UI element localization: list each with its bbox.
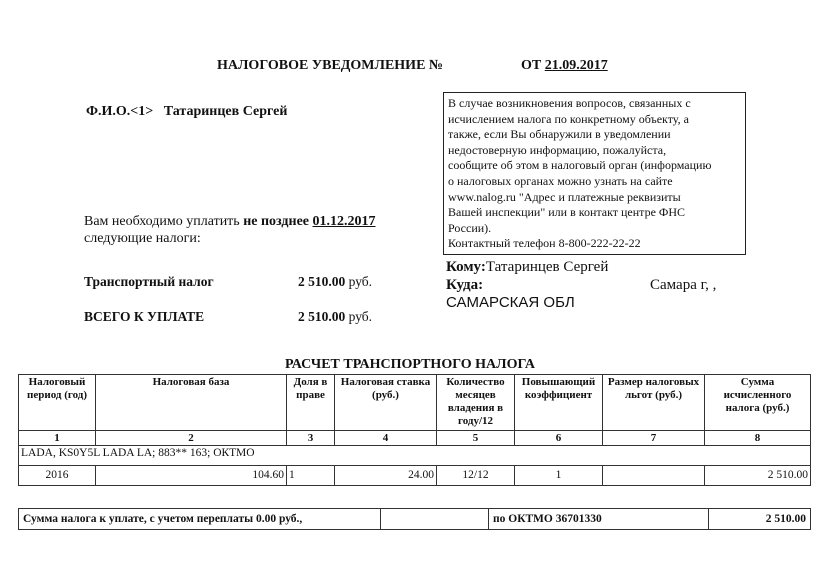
col-header-base: Налоговая база (96, 375, 287, 431)
tax-currency: руб. (348, 274, 373, 289)
recipient-to (446, 259, 608, 276)
col-header-amount: Сумма исчисленного налога (руб.) (705, 375, 811, 431)
col-header-months: Количество месяцев владения в году/12 (437, 375, 515, 431)
notice-phone: Контактный телефон 8-800-222-22-22 (448, 236, 641, 251)
col-number: 2 (96, 431, 287, 446)
fio-line (86, 104, 287, 120)
cell-share: 1 (287, 466, 335, 486)
notice-line: сообщите об этом в налоговый орган (информацию (448, 158, 712, 173)
total-amount-value: 2 510.00 (298, 309, 346, 324)
total-row (19, 509, 811, 530)
cell-benefit (603, 466, 705, 486)
recipient-city: Самара г, , (650, 277, 717, 293)
col-header-coef: Повышающий коэффициент (515, 375, 603, 431)
to-label: Кому: (446, 259, 486, 275)
notice-line: www.nalog.ru "Адрес и платежные реквизиты (448, 189, 681, 204)
date-prefix: ОТ (521, 58, 542, 73)
fio-name: Татаринцев Сергей (163, 104, 288, 119)
total-row-label: Сумма налога к уплате, с учетом переплаты 0.00 руб., (19, 509, 381, 530)
info-notice-box (443, 92, 746, 255)
col-header-period: Налоговый период (год) (19, 375, 96, 431)
total-currency: руб. (348, 309, 373, 324)
calc-table (18, 374, 811, 486)
tax-label: Транспортный налог (84, 274, 214, 289)
notice-line: России). (448, 220, 492, 235)
col-number: 6 (515, 431, 603, 446)
tax-amount-value: 2 510.00 (298, 274, 346, 289)
cell-base: 104.60 (96, 466, 287, 486)
notice-line: о налоговых органах можно узнать на сайте (448, 173, 673, 188)
fio-label: Ф.И.О.<1> (86, 104, 154, 119)
col-header-benefit: Размер налоговых льгот (руб.) (603, 375, 705, 431)
table-header-row (19, 375, 811, 431)
notice-line: недостоверную информацию, пожалуйста, (448, 142, 667, 157)
total-label: ВСЕГО К УПЛАТЕ (84, 309, 205, 324)
cell-months: 12/12 (437, 466, 515, 486)
col-number: 4 (335, 431, 437, 446)
payment-line2: следующие налоги: (84, 231, 201, 246)
col-number: 1 (19, 431, 96, 446)
recipient-region: САМАРСКАЯ ОБЛ (446, 294, 575, 311)
col-number: 7 (603, 431, 705, 446)
vehicle-row (19, 446, 811, 466)
notice-line: В случае возникновения вопросов, связанных с (448, 96, 691, 110)
payment-deadline-line (84, 214, 376, 230)
payment-deadline: 01.12.2017 (312, 214, 376, 229)
col-header-share: Доля в праве (287, 375, 335, 431)
total-row-empty (381, 509, 489, 530)
notice-line: исчислением налога по конкретному объекту, а (448, 111, 689, 126)
col-header-rate: Налоговая ставка (руб.) (335, 375, 437, 431)
tax-amount (298, 274, 372, 290)
col-number: 8 (705, 431, 811, 446)
table-row (19, 466, 811, 486)
cell-amount: 2 510.00 (705, 466, 811, 486)
payment-bold: не позднее (243, 214, 309, 229)
payment-prefix: Вам необходимо уплатить (84, 214, 240, 229)
cell-coef: 1 (515, 466, 603, 486)
date-value: 21.09.2017 (544, 58, 608, 73)
recipient-where-label: Куда: (446, 277, 484, 293)
col-number: 5 (437, 431, 515, 446)
notice-title: НАЛОГОВОЕ УВЕДОМЛЕНИЕ № (217, 58, 443, 73)
total-row-amount: 2 510.00 (709, 509, 811, 530)
notice-date (521, 58, 608, 74)
vehicle-description: LADA, KS0Y5L LADA LA; 883** 163; ОКТМО (19, 446, 811, 466)
cell-period: 2016 (19, 466, 96, 486)
total-amount (298, 309, 372, 325)
notice-line: Вашей инспекции" или в контакт центре ФНС (448, 205, 686, 220)
calc-title: РАСЧЕТ ТРАНСПОРТНОГО НАЛОГА (285, 357, 535, 372)
to-name: Татаринцев Сергей (485, 259, 609, 275)
total-row-oktmo: по ОКТМО 36701330 (489, 509, 709, 530)
col-number: 3 (287, 431, 335, 446)
total-row-table (18, 508, 811, 530)
notice-line: также, если Вы обнаружили в уведомлении (448, 127, 671, 142)
column-number-row (19, 431, 811, 446)
cell-rate: 24.00 (335, 466, 437, 486)
